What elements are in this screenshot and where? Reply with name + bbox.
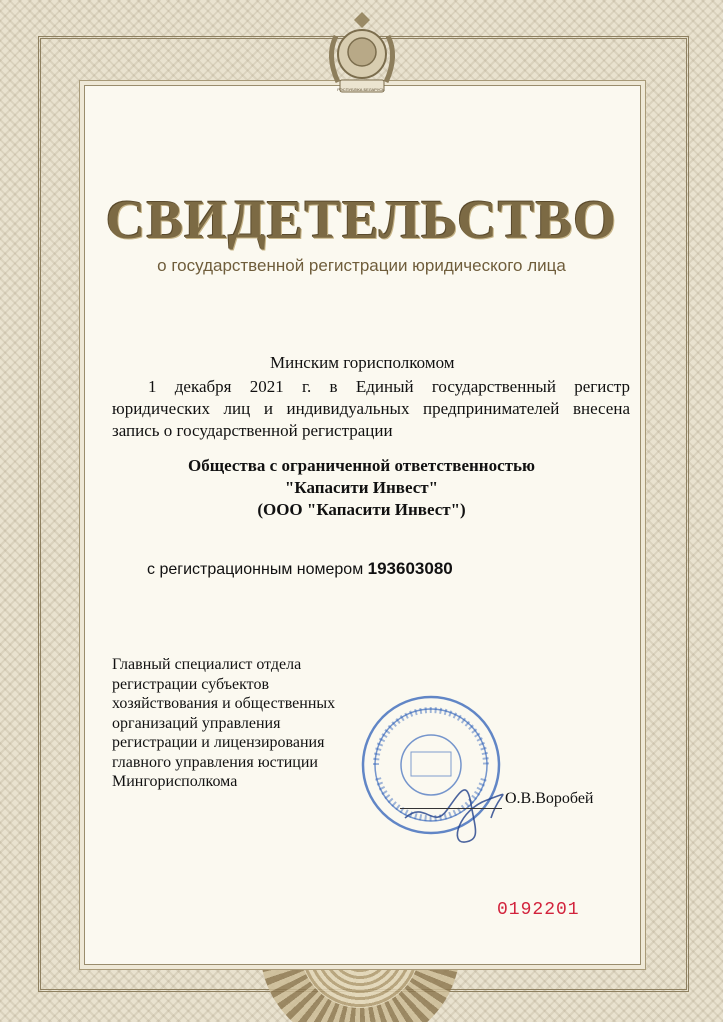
signature-line bbox=[400, 808, 502, 809]
organization-name: "Капасити Инвест" bbox=[284, 478, 439, 497]
body-line-2: юридических лиц и индивидуальных предпринимателей внесена bbox=[112, 399, 630, 418]
serial-number: 0192201 bbox=[497, 900, 580, 920]
position-line: хозяйствования и общественных bbox=[112, 695, 336, 712]
signer-name: О.В.Воробей bbox=[505, 790, 594, 807]
body-line-1: 1 декабря 2021 г. в Единый государственный регистр bbox=[148, 377, 630, 396]
handwritten-signature bbox=[395, 760, 515, 850]
position-line: регистрации субъектов bbox=[112, 675, 269, 693]
position-line: Мингорисполкома bbox=[112, 773, 238, 790]
record-line: запись о государственной регистрации bbox=[112, 421, 393, 440]
organization-type: Общества с ограниченной ответственностью bbox=[188, 456, 535, 475]
registration-number-prefix: с регистрационным номером bbox=[147, 561, 364, 578]
position-line: организаций управления bbox=[112, 714, 281, 732]
position-line: регистрации и лицензирования bbox=[112, 734, 325, 751]
position-line: главного управления юстиции bbox=[112, 753, 318, 771]
document-title: СВИДЕТЕЛЬСТВО bbox=[105, 189, 618, 250]
position-line: Главный специалист отдела bbox=[112, 656, 302, 673]
registry-line bbox=[112, 398, 630, 419]
organization-short-name: (ООО "Капасити Инвест") bbox=[257, 500, 466, 519]
registering-authority: Минским горисполкомом bbox=[270, 353, 455, 372]
registration-date-line bbox=[112, 376, 630, 397]
document-subtitle: о государственной регистрации юридического лица bbox=[157, 256, 566, 275]
emblem-label: РЭСПУБЛІКА БЕЛАРУСЬ bbox=[337, 87, 385, 92]
signatory-position bbox=[112, 655, 335, 792]
registration-number: 193603080 bbox=[367, 559, 453, 578]
registration-number-line bbox=[147, 559, 453, 579]
